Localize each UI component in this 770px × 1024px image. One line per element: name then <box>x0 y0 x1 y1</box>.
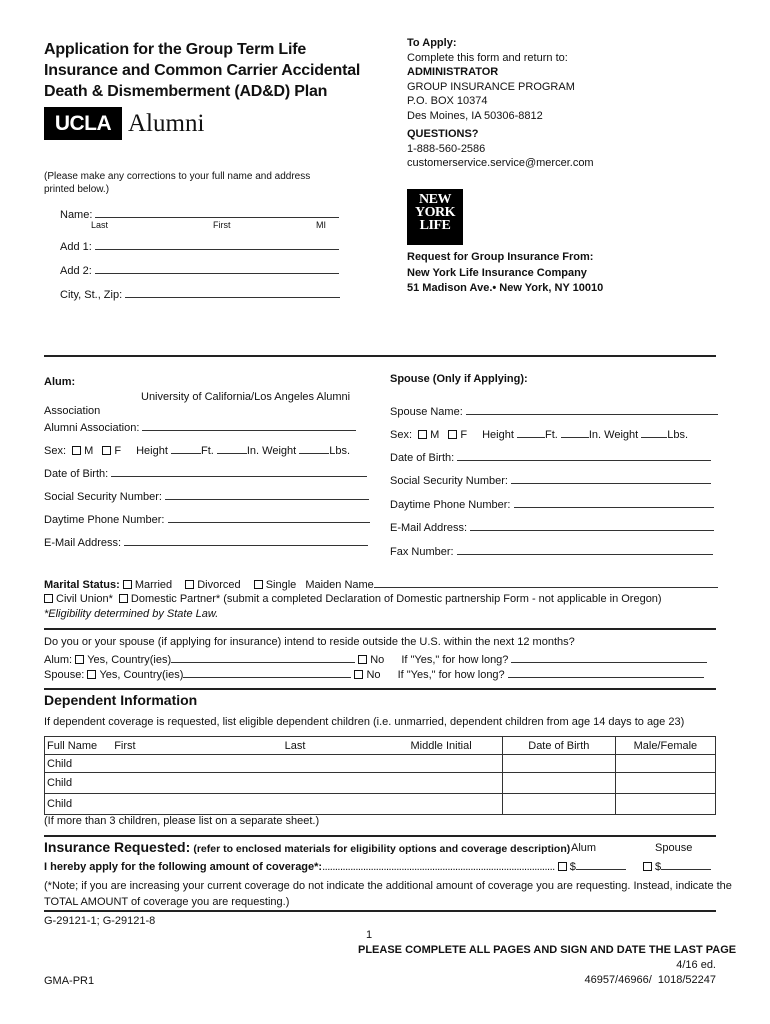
marital-label: Marital Status: <box>44 579 120 591</box>
insurance-note <box>44 878 732 910</box>
alum-weight-field[interactable] <box>299 443 329 454</box>
spouse-email-label: E-Mail Address: <box>390 522 468 534</box>
spouse-email-row <box>390 520 714 534</box>
spouse-height-in-field[interactable] <box>561 427 589 438</box>
col-spouse-label: Spouse <box>655 842 693 854</box>
apply-block <box>407 36 727 171</box>
alum-ssn-label: Social Security Number: <box>44 491 162 503</box>
spouse-ssn-field[interactable] <box>511 473 711 484</box>
title-line-3: Death & Dismemberment (AD&D) Plan <box>44 83 328 100</box>
apply-heading: To Apply: <box>407 37 457 49</box>
alum-lbs-label: Lbs. <box>329 445 351 457</box>
spouse-phone-field[interactable] <box>514 497 714 508</box>
child-dob-cell[interactable] <box>502 755 615 773</box>
reside-spouse-no-checkbox[interactable] <box>354 670 363 679</box>
col-sex: Male/Female <box>615 737 715 755</box>
spouse-height-ft-field[interactable] <box>517 427 545 438</box>
name-label: Name: <box>60 209 93 221</box>
name-sub-last: Last <box>91 220 109 230</box>
spouse-ssn-row <box>390 473 711 487</box>
alum-sex-label: Sex: <box>44 445 67 457</box>
form-number: G-29121-1; G-29121-8 <box>44 915 156 927</box>
spouse-dollar: $ <box>654 861 662 873</box>
logo-line-new: NEW <box>419 192 451 207</box>
union-row <box>44 593 724 605</box>
child-dob-cell[interactable] <box>502 773 615 794</box>
alum-dob-field[interactable] <box>111 466 367 477</box>
title-line-2: Insurance and Common Carrier Accidental <box>44 62 361 79</box>
alum-association-field[interactable] <box>142 420 356 431</box>
divider <box>44 835 716 837</box>
divorced-label: Divorced <box>197 579 241 591</box>
spouse-lbs-label: Lbs. <box>667 429 689 441</box>
dependent-table-header <box>45 737 716 755</box>
insurance-heading: Insurance Requested: <box>44 839 191 855</box>
add1-row <box>60 239 339 253</box>
insurance-note-line-2: TOTAL AMOUNT of coverage you are requesting.) <box>44 896 290 908</box>
alum-heading: Alum: <box>44 376 76 388</box>
child-dob-cell[interactable] <box>502 794 615 815</box>
page-number: 1 <box>366 929 373 941</box>
reside-spouse-row <box>44 667 704 681</box>
header-name-cell <box>45 737 503 755</box>
alum-ssn-row <box>44 489 369 503</box>
spouse-sex-label: Sex: <box>390 429 413 441</box>
child-label: Child <box>47 777 73 789</box>
request-line-3: 51 Madison Ave.• New York, NY 10010 <box>407 282 604 294</box>
apply-line-3: GROUP INSURANCE PROGRAM <box>407 80 575 93</box>
spouse-sex-m-label: M <box>430 429 440 441</box>
add2-row <box>60 263 339 277</box>
alum-sex-f-label: F <box>114 445 122 457</box>
divider <box>44 688 716 690</box>
apply-coverage-dots: ........................................................................................... <box>322 861 555 873</box>
reside-spouse-how-long-field[interactable] <box>508 667 704 678</box>
alum-association-value-2: Association <box>44 405 101 417</box>
city-row <box>60 287 340 301</box>
ucla-logo: UCLA <box>44 107 122 140</box>
child-sex-cell[interactable] <box>615 794 715 815</box>
spouse-coverage-field[interactable] <box>661 859 711 870</box>
reside-question: Do you or your spouse (if applying for insurance) intend to reside outside the U.S. within the next 12 months? <box>44 636 575 648</box>
eligibility-note: *Eligibility determined by State Law. <box>44 608 219 620</box>
alum-email-label: E-Mail Address: <box>44 537 122 549</box>
alum-dob-row <box>44 466 367 480</box>
form-codes: 46957/46966/ 1018/52247 <box>584 974 716 986</box>
maiden-name-label: Maiden Name <box>305 579 374 591</box>
spouse-fax-field[interactable] <box>457 544 713 555</box>
logo-line-york: YORK <box>415 205 455 220</box>
alum-height-label: Height <box>136 445 168 457</box>
col-dob: Date of Birth <box>502 737 615 755</box>
edition: 4/16 ed. <box>676 959 716 971</box>
spouse-email-field[interactable] <box>470 520 714 531</box>
col-alum-label: Alum <box>571 842 597 854</box>
alum-sex-m-label: M <box>84 445 94 457</box>
spouse-sex-f-label: F <box>460 429 468 441</box>
name-sub-first: First <box>213 220 231 230</box>
col-first: First <box>114 739 136 752</box>
table-row <box>45 755 716 773</box>
apply-line-1: Complete this form and return to: <box>407 51 568 64</box>
reside-spouse-no-label: No <box>366 669 381 681</box>
spouse-sex-f-checkbox[interactable] <box>448 430 457 439</box>
spouse-heading: Spouse (Only if Applying): <box>390 373 528 385</box>
divorced-checkbox[interactable] <box>185 580 194 589</box>
spouse-coverage-checkbox[interactable] <box>643 862 652 871</box>
divider <box>44 628 716 630</box>
reside-spouse-how-long-label: If "Yes," for how long? <box>397 669 505 681</box>
child-name-cell[interactable] <box>45 794 503 815</box>
apply-line-2: ADMINISTRATOR <box>407 66 499 78</box>
alum-height-ft-field[interactable] <box>171 443 201 454</box>
married-label: Married <box>134 579 173 591</box>
domestic-partner-label: Domestic Partner* (submit a completed Declaration of Domestic partnership Form - not applicable in Oregon) <box>130 593 662 605</box>
alum-height-in-field[interactable] <box>217 443 247 454</box>
form-title <box>44 39 374 102</box>
child-sex-cell[interactable] <box>615 773 715 794</box>
dependent-intro: If dependent coverage is requested, list eligible dependent children (i.e. unmarried, dependent children from age 14 days to age 23) <box>44 716 685 728</box>
reside-alum-country-field[interactable] <box>171 652 355 663</box>
alum-email-row <box>44 535 368 549</box>
spouse-phone-label: Daytime Phone Number: <box>390 499 511 511</box>
reside-alum-no-checkbox[interactable] <box>358 655 367 664</box>
request-line-2: New York Life Insurance Company <box>407 266 587 279</box>
domestic-partner-checkbox[interactable] <box>119 594 128 603</box>
dependent-note: (If more than 3 children, please list on a separate sheet.) <box>44 815 320 827</box>
reside-alum-row <box>44 652 707 666</box>
name-sub-mi: MI <box>316 220 326 230</box>
alum-phone-label: Daytime Phone Number: <box>44 514 165 526</box>
add2-label: Add 2: <box>60 265 92 277</box>
married-checkbox[interactable] <box>123 580 132 589</box>
col-middle-initial: Middle Initial <box>410 739 472 752</box>
child-sex-cell[interactable] <box>615 755 715 773</box>
corrections-note: (Please make any corrections to your full name and address printed below.) <box>44 171 311 195</box>
dependent-heading: Dependent Information <box>44 692 198 708</box>
spouse-fax-row <box>390 544 713 558</box>
alum-phone-row <box>44 512 370 526</box>
reside-spouse-yes-checkbox[interactable] <box>87 670 96 679</box>
civil-union-label: Civil Union* <box>56 593 113 605</box>
apply-coverage-label: I hereby apply for the following amount of coverage*: <box>44 861 323 873</box>
name-row <box>60 207 339 221</box>
insurance-heading-row <box>44 839 570 855</box>
city-field[interactable] <box>125 287 340 298</box>
divider <box>44 910 716 912</box>
spouse-weight-label: Weight <box>604 429 639 441</box>
col-last: Last <box>284 739 306 752</box>
alum-association-value: University of California/Los Angeles Alumni <box>141 391 351 403</box>
insurance-heading-note: (refer to enclosed materials for eligibility options and coverage description) <box>193 843 571 855</box>
spouse-ft-label: Ft. <box>544 429 558 441</box>
spouse-fax-label: Fax Number: <box>390 546 454 558</box>
questions-phone: 1-888-560-2586 <box>407 142 486 155</box>
child-label: Child <box>47 757 73 770</box>
alum-dob-label: Date of Birth: <box>44 468 109 480</box>
reside-alum-yes-checkbox[interactable] <box>75 655 84 664</box>
reside-alum-no-label: No <box>370 654 385 666</box>
alum-coverage-field[interactable] <box>576 859 626 870</box>
spouse-dob-field[interactable] <box>457 450 711 461</box>
table-row <box>45 773 716 794</box>
maiden-name-field[interactable] <box>374 577 718 588</box>
dependent-table <box>44 736 716 815</box>
marital-row <box>44 577 724 591</box>
questions-email: customerservice.service@mercer.com <box>407 157 594 169</box>
spouse-sex-m-checkbox[interactable] <box>418 430 427 439</box>
spouse-ssn-label: Social Security Number: <box>390 475 508 487</box>
spouse-dob-label: Date of Birth: <box>390 452 455 464</box>
alum-email-field[interactable] <box>124 535 368 546</box>
spouse-in-label: In. <box>588 429 602 441</box>
child-name-cell[interactable] <box>45 773 503 794</box>
child-name-cell[interactable] <box>45 755 503 773</box>
add2-field[interactable] <box>95 263 339 274</box>
new-york-life-logo <box>407 189 463 245</box>
alumni-logo-text: Alumni <box>128 110 205 137</box>
gma-code: GMA-PR1 <box>44 975 95 987</box>
col-full-name: Full Name <box>47 739 98 752</box>
reside-spouse-yes-label: Yes, Country(ies) <box>99 669 184 681</box>
reside-spouse-country-field[interactable] <box>183 667 351 678</box>
name-field[interactable] <box>95 207 339 218</box>
table-row <box>45 794 716 815</box>
alum-coverage-checkbox[interactable] <box>558 862 567 871</box>
alum-dollar: $ <box>569 861 576 873</box>
spouse-dob-row <box>390 450 711 464</box>
reside-alum-how-long-label: If "Yes," for how long? <box>401 654 509 666</box>
title-line-1: Application for the Group Term Life <box>44 41 307 58</box>
alum-association-label: Alumni Association: <box>44 422 140 434</box>
reside-spouse-label: Spouse: <box>44 669 85 681</box>
apply-coverage-row <box>44 859 724 873</box>
complete-all-pages: PLEASE COMPLETE ALL PAGES AND SIGN AND DATE THE LAST PAGE <box>358 944 737 956</box>
spouse-height-label: Height <box>482 429 514 441</box>
questions-heading: QUESTIONS? <box>407 128 479 140</box>
divider <box>44 355 716 357</box>
alum-ssn-field[interactable] <box>165 489 369 500</box>
request-block <box>407 250 603 297</box>
logo-line-life: LIFE <box>419 218 451 233</box>
alum-association-row <box>44 420 356 434</box>
spouse-name-row <box>390 404 718 418</box>
alum-weight-label: Weight <box>262 445 297 457</box>
apply-line-4: P.O. BOX 10374 <box>407 95 488 107</box>
civil-union-checkbox[interactable] <box>44 594 53 603</box>
reside-alum-label: Alum: <box>44 654 73 666</box>
alum-phone-field[interactable] <box>168 512 370 523</box>
insurance-note-line-1: (*Note; if you are increasing your current coverage do not indicate the additional amount of coverage you are requesting. Instead, indicate the <box>44 880 732 892</box>
request-line-1: Request for Group Insurance From: <box>407 251 594 263</box>
alum-sex-row <box>44 443 350 457</box>
alum-sex-f-checkbox[interactable] <box>102 446 111 455</box>
add1-label: Add 1: <box>60 241 92 253</box>
alum-in-label: In. <box>246 445 260 457</box>
alum-sex-m-checkbox[interactable] <box>72 446 81 455</box>
apply-line-5: Des Moines, IA 50306-8812 <box>407 109 543 122</box>
spouse-sex-row <box>390 427 688 441</box>
single-checkbox[interactable] <box>254 580 263 589</box>
city-label: City, St., Zip: <box>60 289 123 301</box>
reside-alum-how-long-field[interactable] <box>511 652 707 663</box>
add1-field[interactable] <box>95 239 339 250</box>
spouse-weight-field[interactable] <box>641 427 667 438</box>
spouse-name-label: Spouse Name: <box>390 406 463 418</box>
child-label: Child <box>47 798 73 810</box>
reside-alum-yes-label: Yes, Country(ies) <box>87 654 172 666</box>
alum-ft-label: Ft. <box>200 445 214 457</box>
spouse-name-field[interactable] <box>466 404 718 415</box>
spouse-phone-row <box>390 497 714 511</box>
single-label: Single <box>265 579 297 591</box>
